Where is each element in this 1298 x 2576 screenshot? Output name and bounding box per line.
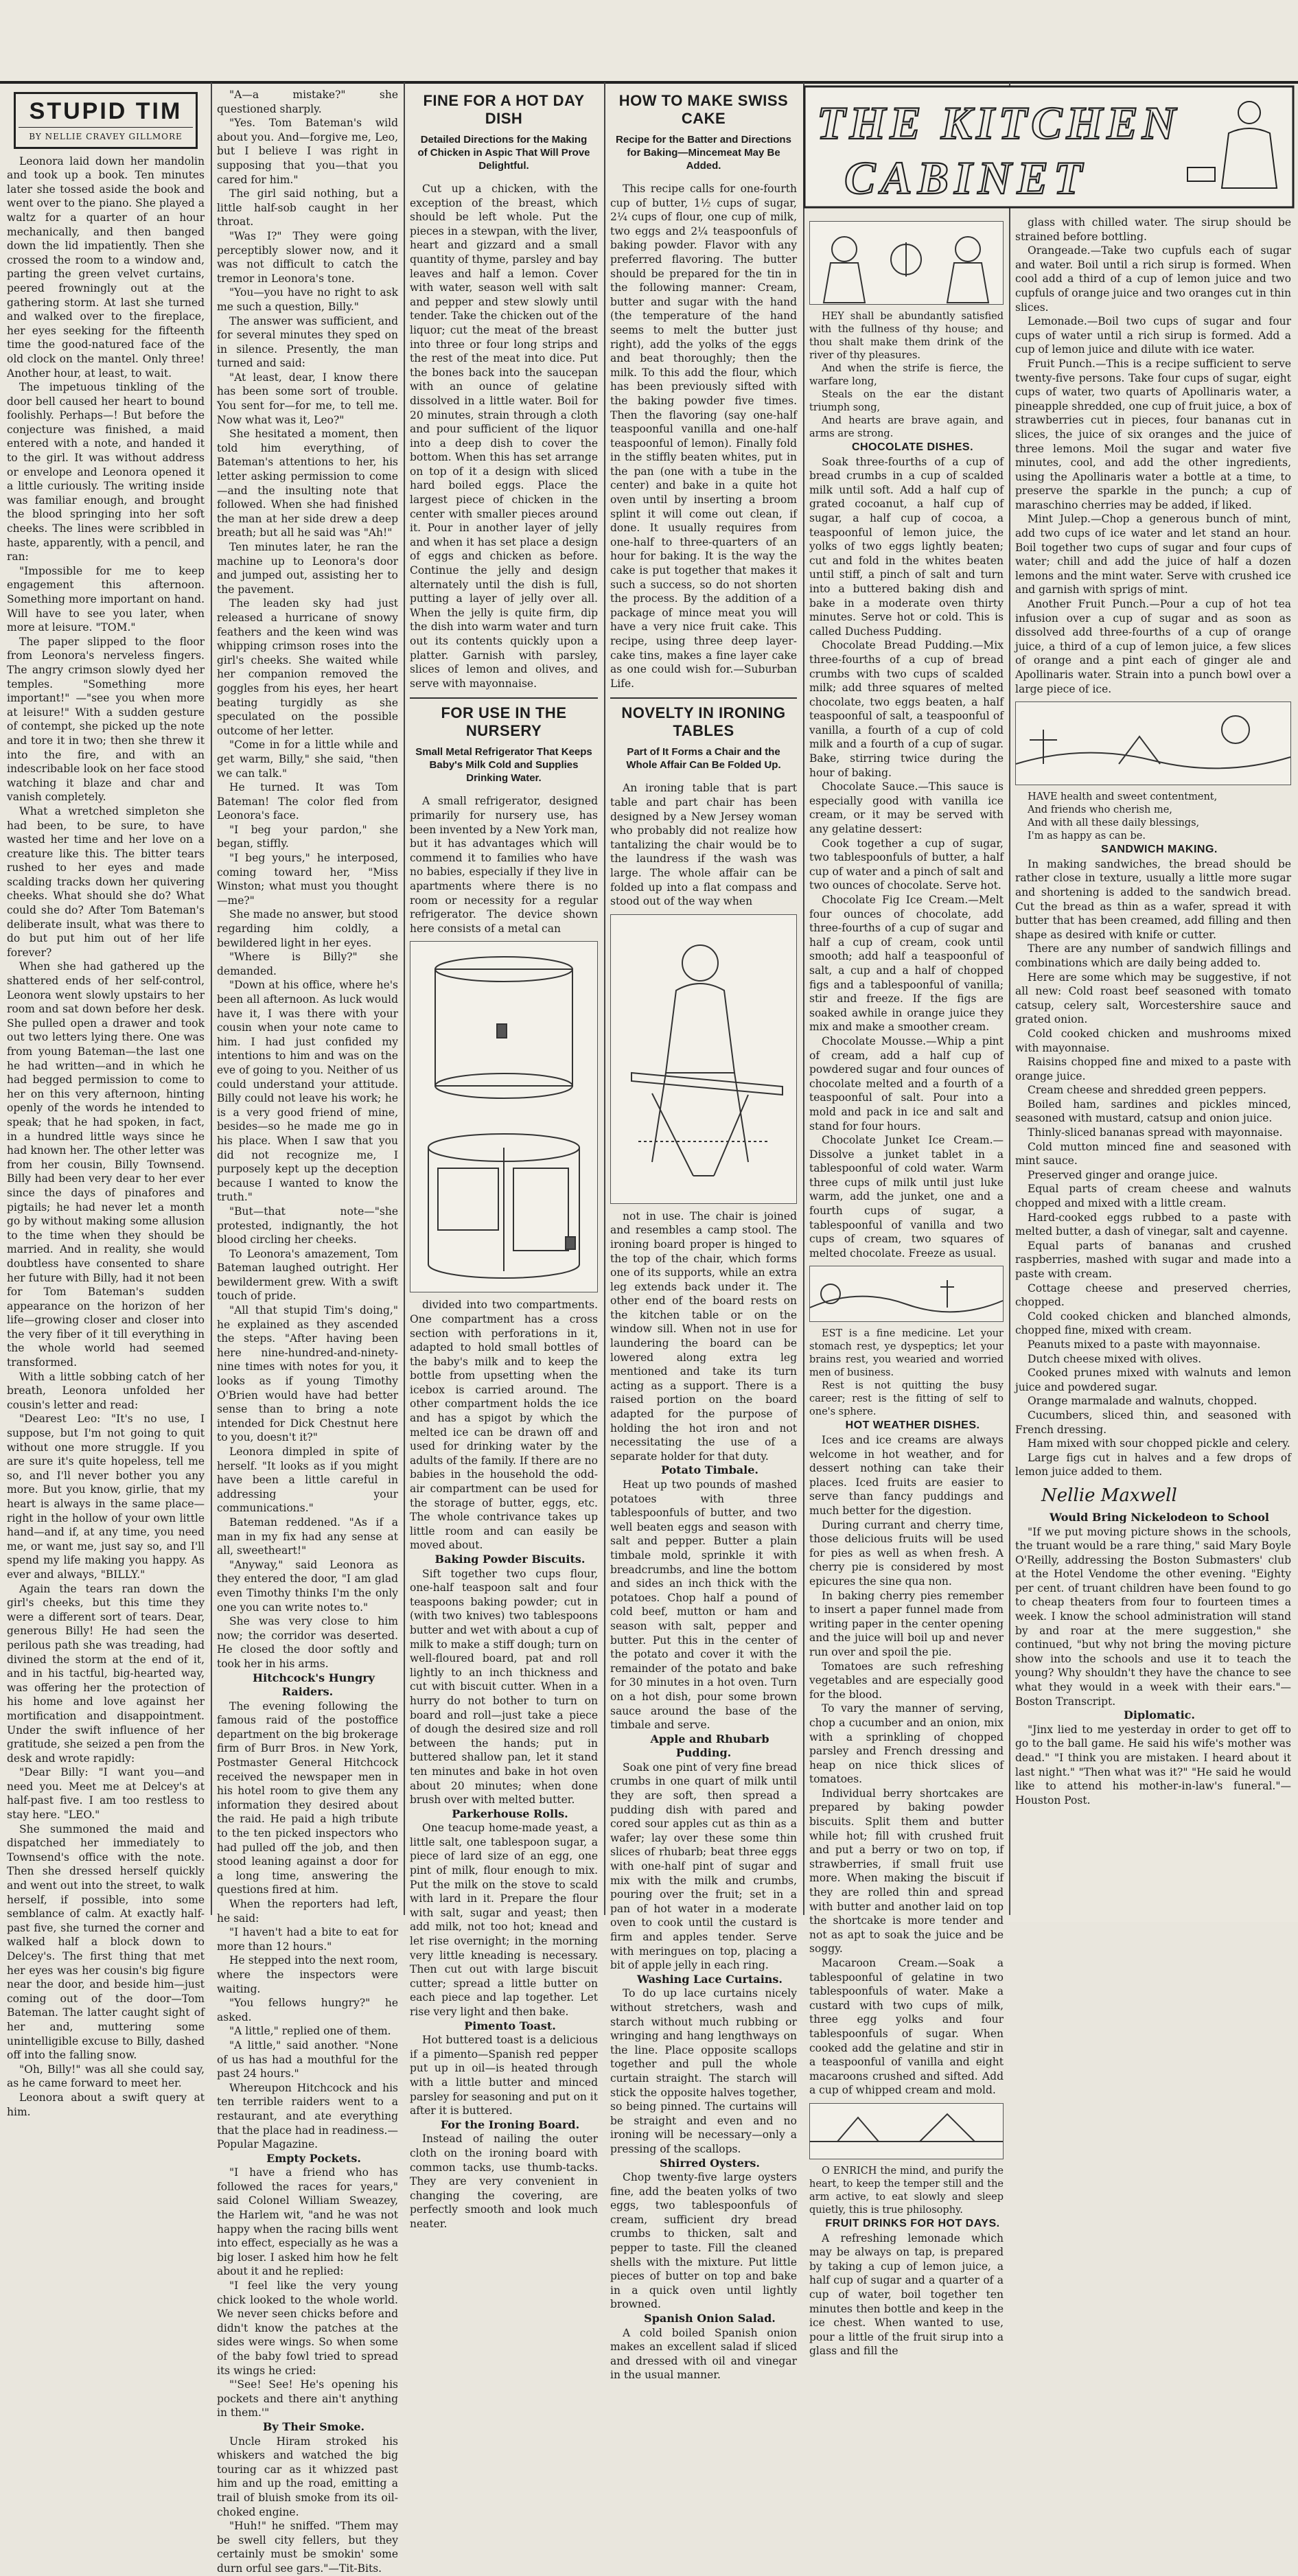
paragraph: Whereupon Hitchcock and his ten terrible raiders went to a restaurant, and ate everything that the place had in readiness.—Popular Magazine. [217, 2081, 398, 2151]
hot-weather-heading: HOT WEATHER DISHES. [845, 1419, 980, 1432]
nursery-deck: Small Metal Refrigerator That Keeps Baby's Milk Cold and Supplies Drinking Water. [415, 746, 592, 785]
nursery-body-1: A small refrigerator, designed primarily for nursery use, has been invented by a New York man, but it has advantages which will commend it to families who have no babies, especially if they live in apartments where there is no room or necessity for a regular refrigerator. The device shown here consists of a metal can [410, 795, 598, 935]
paragraph: "Was I?" They were going perceptibly slower now, and it was not difficult to catch the tremor in Leonora's tone. [217, 229, 398, 285]
ironing-table-body-1: An ironing table that is part table and part chair has been designed by a New Jersey woman who probably did not realize how tantalizing the chair would be to the laundress if the wash was large. The whole affair can be folded up into a flat compass and stood out of the way when [610, 782, 797, 908]
paragraph: Raisins chopped fine and mixed to a paste with orange juice. [1015, 1056, 1291, 1082]
paragraph: "Dearest Leo: "It's no use, I suppose, but I'm not going to quit without one more struggle. If you are sure it's quite hopeless, tell me so, and I'll never bother you any more. But you know, girlie, that my heart is always in the same place—right in the hollow of your own little hand—and if, at any time, you need me, or want me, just say so, and I'll spend my life making you happy. As ever and always, "BILLY." [7, 1413, 205, 1581]
paragraph: "Impossible for me to keep engagement this afternoon. Something more important on hand. Will have to see you later, when more at leisure. "TOM." [7, 564, 205, 634]
paragraph: Large figs cut in halves and a few drops of lemon juice added to them. [1015, 1451, 1291, 1478]
paragraph: During currant and cherry time, those delicious fruits will be used for pies as well as when fresh. A cherry pie is considered by most epicures the sine qua non. [809, 1518, 1004, 1588]
nellie-maxwell-signature: Nellie Maxwell [1041, 1485, 1177, 1506]
paragraph: Bateman reddened. "As if a man in my fix had any sense at all, sweetheart!" [217, 1516, 398, 1557]
paragraph: divided into two compartments. One compartment has a cross section with perforations in it, adapted to hold small bottles of the baby's milk and to keep the bottle from upsetting when the icebox is carried around. The other compartment holds the ice and has a spigot by which the melted ice can be drawn off and used for drinking water by the adults of the family. If there are no babies in the household the odd-air compartment can be used for the storage of butter, eggs, etc. The whole contrivance takes up little room and can easily be moved about. [410, 1299, 598, 1552]
countryside-vignette-illustration [1015, 701, 1291, 785]
paragraph: The paper slipped to the floor from Leonora's nerveless fingers. The angry crimson slowly dyed her temples. "Something more important!" —"see you when more at leisure!" With a sudden gesture of contempt, she picked up the note and tore it in two; then she threw it into the fire, and with an indescribable look on her face stood watching it blaze and char and vanish completely. [7, 635, 205, 804]
paragraph: "You—you have no right to ask me such a question, Billy." [217, 286, 398, 313]
onion-salad-heading: Spanish Onion Salad. [644, 2312, 776, 2325]
paragraph: Chocolate Fig Ice Cream.—Melt four ounces of chocolate, add three-fourths of a cup of sugar and half a cup of cream, cook until smooth; add half a teaspoonful of salt, a cup and a half of chopped figs and a tablespoonful of vanilla; stir and freeze. If the figs are soaked awhile in orange juice they mix and make a smoother cream. [809, 894, 1004, 1034]
nursery-headline: FOR USE IN THE NURSERY [410, 697, 598, 740]
paragraph: Cut up a chicken, with the exception of the breast, which should be left whole. Put the pieces in a stewpan, with the liver, heart and gizzard and a small quantity of thyme, parsley and bay leaves and half a lemon. Cover with water, season well with salt and pepper and stew slowly until tender. Take the chicken out of the liquor; cut the meat of the breast into three or four long strips and the rest of the meat into dice. Put the bones back into the saucepan with an ounce of gelatine dissolved in a little water. Boil for 20 minutes, strain through a cloth and pour sufficient of the liquor into a deep dish to cover the bottom. When this has set arrange on top of it a design with sliced hard boiled eggs. Place the largest piece of chicken in the center with smaller pieces around it. Pour in another layer of jelly and when it has set place a design of eggs and chicken as before. Continue the jelly and design alternately until the dish is full, putting a layer of jelly over all. When the jelly is quite firm, dip the dish into warm water and turn out its contents quickly upon a platter. Garnish with parsley, slices of lemon and olives, and serve with mayonnaise. [410, 183, 598, 690]
smoke-body [217, 2435, 398, 2576]
paragraph: "Come in for a little while and get warm, Billy," she said, "then we can talk." [217, 739, 398, 780]
paragraph: She was very close to him now; the corridor was deserted. He closed the door softly and took her in his arms. [217, 1615, 398, 1670]
paragraph: The answer was sufficient, and for several minutes they sped on in silence. Presently, the man turned and said: [217, 314, 398, 370]
paragraph: Macaroon Cream.—Soak a tablespoonful of gelatine in two tablespoonfuls of water. Make a custard with two cups of milk, three egg yolks and four tablespoonfuls of sugar. When cooked add the gelatine and stir in a teaspoonful of vanilla and eight macaroons crushed and sifted. Add a cup of whipped cream and mold. [809, 1957, 1004, 2097]
column-divider [211, 82, 212, 1915]
paragraph: This recipe calls for one-fourth cup of butter, 1½ cups of sugar, 2¼ cups of flour, one cup of milk, two eggs and 2¼ teaspoonfuls of baking powder. Flavor with any preferred flavoring. The butter should be prepared for the tin in the following manner: Cream, butter and sugar with the hand (the temperature of the hand seems to melt the butter just right), add the yolks of the eggs and beat thoroughly; then the milk. To this add the flour, which has been previously sifted with the baking powder five times. Then the flavoring (say one-half teaspoonful vanilla and one-half teaspoonful of lemon). Finally fold in the stiffly beaten whites, put in the pan (one with a tube in the center) and bake in a quite hot oven until by inserting a broom splint it will come out clean, if done. It usually requires from one-half to three-quarters of an hour for baking. It is the way the cake is put together that makes it such a success, so do not shorten the process. By the addition of a package of mince meat you will have a very nice fruit cake. This recipe, using three deep layer-cake tins, makes a fine layer cake as one could wish for.—Suburban Life. [610, 183, 797, 690]
paragraph: "Yes. Tom Bateman's wild about you. And—forgive me, Leo, but I believe I was right in supposing that you—that you cared for him." [217, 117, 398, 186]
quotation-satisfied [809, 310, 1004, 441]
top-rule [0, 81, 1298, 84]
paragraph: Leonora about a swift query at him. [7, 2091, 205, 2118]
biscuits-body [410, 1567, 598, 1807]
column-divider [604, 82, 605, 1915]
paragraph: Chocolate Bread Pudding.—Mix three-fourths of a cup of bread crumbs with two cups of scalded milk; add three squares of melted chocolate, two eggs beaten, a half teaspoonful of salt, a teaspoonful of vanilla, a fourth of a cup of cold milk and a fourth of a cup of sugar. Bake, stirring twice during the hour of baking. [809, 639, 1004, 779]
paragraph: HEY shall be abundantly satisfied with the fullness of thy house; and thou shalt make them drink of the river of thy pleasures. [809, 311, 1004, 361]
story-body [7, 154, 205, 2120]
paragraph: Orange marmalade and walnuts, chopped. [1028, 1395, 1258, 1408]
oysters-body [610, 2170, 797, 2312]
oysters-heading: Shirred Oysters. [660, 2156, 760, 2170]
paragraph: Peanuts mixed to a paste with mayonnaise. [1028, 1338, 1261, 1351]
paragraph: There are any number of sandwich fillings and combinations which are daily being added to. [1015, 942, 1291, 969]
paragraph: To do up lace curtains nicely without stretchers, wash and starch without much rubbing or wringing and hang lengthways on the line. Place opposite scallops together and pull the whole curtain straight. The starch will stick the opposite halves together, so being pinned. The curtains will be straight and even and no ironing will be necessary—only a pressing of the scallops. [610, 1987, 797, 2155]
fruit-drinks-continued [1015, 216, 1291, 696]
paragraph: One teacup home-made yeast, a little salt, one tablespoon sugar, a piece of lard size of an egg, one pint of milk, flour enough to mix. Put the milk on the stove to scald with lard in it. Prepare the flour with salt, sugar and yeast; then add milk, not too hot; knead and let rise overnight; in the morning very little kneading is necessary. Then cut out with large biscuit cutter; spread a little butter on each piece and lap together. Let rise very light and then bake. [410, 1822, 598, 2018]
paragraph: "I have a friend who has followed the races for years," said Colonel William Sweazey, the Harlem wit, "and he was not happy when the racing bills went into effect, especially as he was a big loser. I asked him how he felt about it and he replied: [217, 2166, 398, 2278]
story-title-box [14, 92, 198, 149]
ironing-board-body [410, 2132, 598, 2231]
paragraph: "'See! See! He's opening his pockets and there ain't anything in them.'" [217, 2378, 398, 2420]
paragraph: Ten minutes later, he ran the machine up to Leonora's door and jumped out, assisting her to the pavement. [217, 541, 398, 596]
column-divider [1009, 82, 1010, 1915]
diplomatic-body [1015, 1723, 1291, 1808]
paragraph: Rest is not quitting the busy career; rest is the fitting of self to one's sphere. [809, 1380, 1004, 1418]
swiss-cake-body [610, 182, 797, 691]
paragraph: With a little sobbing catch of her breath, Leonora unfolded her cousin's letter and read: [7, 1370, 205, 1411]
story-title: STUPID TIM [29, 98, 183, 124]
paragraph: The girl said nothing, but a little half-sob caught in her throat. [217, 187, 398, 229]
onion-salad-body [610, 2326, 797, 2382]
fruit-drinks-heading: FRUIT DRINKS FOR HOT DAYS. [825, 2217, 1000, 2229]
paragraph: "If we put moving picture shows in the schools, the truant would be a rare thing," said Mary Boyle O'Reilly, addressing the Boston Submasters' club at the Hotel Vendome the other evening. "Eighty per cent. of truant children have been found to go to cheap theaters from four to fourteen times a week. I know the school administration will stand by and roar at the mere suggestion," she continued, "but why not bring the moving picture show into the schools and use it to teach the young? Why shouldn't they have the chance to see what they would in a week with their ears."—Boston Transcript. [1015, 1525, 1291, 1708]
paragraph: "I beg yours," he interposed, coming toward her, "Miss Winston; what must you thought—me?" [217, 852, 398, 907]
paragraph: Lemonade.—Boil two cups of sugar and four cups of water until a rich sirup is formed. Add a cup of lemon juice and dilute with ice water. [1015, 315, 1291, 356]
paragraph: Leonora dimpled in spite of herself. "It looks as if you might have been a little careful in addressing your communications." [217, 1446, 398, 1515]
timbale-heading: Potato Timbale. [661, 1463, 758, 1477]
paragraph: "At least, dear, I know there has been some sort of trouble. You sent for—for me, to tell me. Now what was it, Leo?" [217, 371, 398, 426]
garden-vignette-illustration [809, 1266, 1004, 1322]
paragraph: A refreshing lemonade which may be always on tap, is prepared by taking a cup of lemon juice, a half cup of sugar and a quarter of a cup of water, boil together ten minutes then bottle and keep in the ice chest. When wanted to use, pour a little of the fruit sirup into a glass and fill the [809, 2231, 1004, 2358]
paragraph: "But—that note—"she protested, indignantly, the hot blood circling her cheeks. [217, 1205, 398, 1246]
paragraph: "Anyway," said Leonora as they entered the door, "I am glad even Timothy thinks I'm the only one you can write notes to." [217, 1558, 398, 1614]
paragraph: In making sandwiches, the bread should be rather close in texture, usually a little more sugar and shortening is added to the sandwich bread. Cut the bread as thin as a wafer, spread it with butter that has been creamed, add filling and then shape as desired with knife or cutter. [1015, 857, 1291, 941]
paragraph: Steals on the ear the distant triumph song, [809, 389, 1004, 413]
paragraph: I'm as happy as can be. [1028, 831, 1146, 842]
paragraph: Equal parts of cream cheese and walnuts chopped and mixed with a little cream. [1015, 1183, 1291, 1210]
paragraph: "All that stupid Tim's doing," he explained as they ascended the steps. "After having been here nine-hundred-and-ninety-nine times with notes for you, it looks as if young Timothy O'Brien would have had better sense than to bring a note intended for Dick Chestnut here to you, doesn't it?" [217, 1304, 398, 1444]
paragraph: And hearts are brave again, and arms are strong. [809, 415, 1004, 439]
paragraph: Chocolate Junket Ice Cream.—Dissolve a junket tablet in a tablespoonful of cold water. Warm three cups of milk until just luke warm, add the junket, one and a fourth cups of sugar, a tablespoonful of vanilla and two cups of cream, two squares of melted chocolate. Freeze as usual. [809, 1134, 1004, 1260]
paragraph: In baking cherry pies remember to insert a paper funnel made from writing paper in the center opening and the juice will boil up and never run over and spoil the pie. [809, 1589, 1004, 1658]
banner-title-line1: THE KITCHEN [817, 97, 1180, 149]
rolls-body [410, 1821, 598, 2019]
paragraph: "A—a mistake?" she questioned sharply. [217, 89, 398, 115]
paragraph: "Where is Billy?" she demanded. [217, 951, 398, 977]
column-story-continued [217, 88, 398, 2575]
paragraph: "I feel like the very young chick looked to the whole world. We never seen chicks before and didn't know the patches at the sides were wings. So when some of the baby fowl tried to spread its wings he cried: [217, 2279, 398, 2377]
chicken-body [410, 182, 598, 691]
paragraph: Cold cooked chicken and blanched almonds, chopped fine, mixed with cream. [1015, 1310, 1291, 1337]
paragraph: Cook together a cup of sugar, two tablespoonfuls of butter, a half cup of water and a pinch of salt and two ounces of chocolate. Serve hot. [809, 837, 1004, 892]
lace-curtains-heading: Washing Lace Curtains. [636, 1972, 783, 1986]
paragraph: He stepped into the next room, where the inspectors were waiting. [217, 1954, 398, 1995]
paragraph: And when the strife is fierce, the warfare long, [809, 363, 1004, 387]
apple-pudding-body [610, 1761, 797, 1973]
paragraph: Tomatoes are such refreshing vegetables and are especially good for the blood. [809, 1660, 1004, 1701]
paragraph: Soak three-fourths of a cup of bread crumbs in a cup of scalded milk until soft. Add a half cup of grated cocoanut, a half cup of sugar, a half cup of cocoa, a teaspoonful of lemon juice, the yolks of two eggs lightly beaten; cut and fold in the whites beaten until stiff, a pinch of salt and turn into a buttered baking dish and bake in a moderate oven thirty minutes. Serve hot or cold. This is called Duchess Pudding. [809, 455, 1004, 638]
paragraph: She hesitated a moment, then told him everything, of Bateman's attentions to her, his letter asking permission to come—and the insulting note that followed. When she had finished the man at her side drew a deep breath; but all he said was "Ah!" [217, 428, 398, 539]
paragraph: "I haven't had a bite to eat for more than 12 hours." [217, 1926, 398, 1953]
paragraph: And with all these daily blessings, [1028, 817, 1200, 829]
hitchcock-heading: Hitchcock's Hungry Raiders. [253, 1671, 375, 1699]
paragraph: Cream cheese and shredded green peppers. [1028, 1084, 1266, 1097]
column-sandwich-making [1015, 216, 1291, 1914]
chocolate-heading: CHOCOLATE DISHES. [851, 441, 974, 453]
nickelodeon-heading: Would Bring Nickelodeon to School [1050, 1510, 1269, 1524]
paragraph: not in use. The chair is joined and resembles a camp stool. The ironing board proper is hinged to the top of the chair, which forms one of its supports, while an extra leg extends back under it. The other end of the board rests on the kitchen table or on the window sill. When not in use for laundering the board can be lowered along extra leg mentioned and take its turn acting as a support. There is a raised portion on the board adapted for the purpose of holding the hot iron and not necessitating the use of a separate holder for that duty. [610, 1209, 797, 1463]
paragraph: Fruit Punch.—This is a recipe sufficient to serve twenty-five persons. Take four cups of sugar, eight cups of water, two quarts of Apollinaris water, a pineapple shredded, one cup of fruit juice, a box of strawberries cut in pieces, four bananas cut in slices, the juice of six oranges and the juice of three lemons. Moil the sugar and water five minutes, cool, and add the other ingredients, using the Apollinaris water a bottle at a time, to preserve the sparkle in the punch; a cup of maraschino cherries may be added, if liked. [1015, 357, 1291, 511]
refrigerator-illustration [410, 941, 598, 1292]
swiss-cake-headline: HOW TO MAKE SWISS CAKE [618, 92, 789, 127]
paragraph: Uncle Hiram stroked his whiskers and watched the big touring car as it whizzed past him and up the road, emitting a trail of bluish smoke from its oil-choked engine. [217, 2435, 398, 2518]
hot-weather-body [809, 1433, 1004, 2098]
timbale-body [610, 1478, 797, 1732]
paragraph: Chop twenty-five large oysters fine, add the beaten yolks of two eggs, two tablespoonfuls of cream, sufficient dry bread crumbs to thicken, salt and pepper to taste. Fill the cleaned shells with the mixture. Put little pieces of butter on top and bake in a quick oven until lightly browned. [610, 2171, 797, 2311]
paragraph: To vary the manner of serving, chop a cucumber and an onion, mix with a sprinkling of chopped parsley and French dressing and heap on nice thick slices of tomatoes. [809, 1702, 1004, 1786]
paragraph: Another Fruit Punch.—Pour a cup of hot tea infusion over a cup of sugar and as soon as dissolved add three-fourths of a cup of orange juice, a third of a cup of lemon juice, a few slices of orange and a pint each of ginger ale and Apollinaris water. Strain into a punch bowl over a large piece of ice. [1015, 598, 1291, 695]
paragraph: "Down at his office, where he's been all afternoon. As luck would have it, I was there with your cousin when your note came to him. I had just confided my intentions to him and was on the eve of going to you. Neither of us could understand your attitude. Billy could not leave his work; he is a very good friend of mine, besides—so he made me go in his place. When I saw that you did not recognize me, I purposely kept up the deception because I wanted to know the truth." [217, 979, 398, 1204]
lace-curtains-body [610, 1986, 797, 2156]
paragraph: "You fellows hungry?" he asked. [217, 1997, 398, 2023]
paragraph: What a wretched simpleton she had been, to be sure, to have wasted her time and her love on a creature like this. The bitter tears rushed to her eyes and made scalding tracks down her quivering cheeks. What should she do? What could she do? After Tom Bateman's deliberate insult, what was there to do but put him out of her life forever? [7, 804, 205, 959]
nickelodeon-body [1015, 1525, 1291, 1709]
kitchen-cabinet-banner [803, 85, 1295, 209]
paragraph: Thinly-sliced bananas spread with mayonnaise. [1028, 1126, 1283, 1139]
kitchen-vignette-illustration [809, 221, 1004, 305]
diplomatic-heading: Diplomatic. [1124, 1708, 1195, 1722]
ironing-table-headline: NOVELTY IN IRONING TABLES [610, 697, 797, 740]
paragraph: Hard-cooked eggs rubbed to a paste with melted butter, a dash of vinegar, salt and cayenne. [1015, 1211, 1291, 1238]
paragraph: Leonora laid down her mandolin and took up a book. Ten minutes later she tossed aside the book and went over to the piano. She played a waltz for a quarter of an hour mechanically, and then banged down the lid impatiently. Then she crossed the room to a window and, parting the green velvet curtains, peered frowningly out at the gathering storm. At last she turned and walked over to the fireplace, her eyes seeking for the fifteenth time the good-natured face of the old clock on the mantel. Only three! Another hour, at least, to wait. [7, 154, 205, 380]
chicken-deck: Detailed Directions for the Making of Chicken in Aspic That Will Prove Delightful. [417, 134, 590, 172]
paragraph: A cold boiled Spanish onion makes an excellent salad if sliced and dressed with oil and vinegar in the usual manner. [610, 2326, 797, 2382]
paragraph: Orangeade.—Take two cupfuls each of sugar and water. Boil until a rich sirup is formed. When cool add a third of a cup of lemon juice and two cupfuls of orange juice and two oranges cut in thin slices. [1015, 244, 1291, 314]
paragraph: HAVE health and sweet contentment, [1028, 791, 1218, 803]
paragraph: Chocolate Sauce.—This sauce is especially good with vanilla ice cream, or it may be served with any gelatine dessert: [809, 780, 1004, 836]
pockets-heading: Empty Pockets. [266, 2151, 361, 2165]
paragraph: Heat up two pounds of mashed potatoes with three tablespoonfuls of butter, and two well beaten eggs and season with salt and pepper. Butter a plain timbale mold, sprinkle it with breadcrumbs, and line the bottom and sides an inch thick with the potatoes. Chop half a pound of cold beef, mutton or ham and season with salt, pepper and butter. Put this in the center of the potato and cover it with the remainder of the potato and bake for 30 minutes in a hot oven. Turn on a hot dish, pour some brown sauce around the base of the timbale and serve. [610, 1478, 797, 1732]
column-stupid-tim [7, 88, 205, 2118]
sandwich-heading: SANDWICH MAKING. [1101, 844, 1218, 856]
quotation-health [1015, 791, 1291, 843]
apple-pudding-heading: Apple and Rhubarb Pudding. [650, 1732, 769, 1760]
ironing-table-deck: Part of It Forms a Chair and the Whole Affair Can Be Folded Up. [626, 746, 781, 771]
paragraph: Cucumbers, sliced thin, and seasoned with French dressing. [1015, 1408, 1291, 1436]
paragraph: Cooked prunes mixed with walnuts and lemon juice and powdered sugar. [1015, 1367, 1291, 1393]
paragraph: Individual berry shortcakes are prepared by baking powder biscuits. Split them and butter while hot; fill with crushed fruit and put a berry or two on top, if strawberries, if small fruit use more. When making the biscuit if they are rolled thin and spread with butter and another laid on top the shortcake is more tender and not as apt to soak the juice and be soggy. [809, 1787, 1004, 1956]
ironing-table-illustration [610, 914, 797, 1204]
biscuits-heading: Baking Powder Biscuits. [434, 1553, 586, 1566]
paragraph: Soak one pint of very fine bread crumbs in one quart of milk until they are soft, then spread a pudding dish with pared and cored sour apples cut as thin as a wafer; lay over these some thin slices of rhubarb; beat three eggs with one-half pint of sugar and mix with the milk and crumbs, pouring over the fruit; set in a pan of hot water in a moderate oven to cook until the custard is firm and apples tender. Serve with meringues on top, placing a bit of apple jelly in each ring. [610, 1761, 797, 1972]
chicken-headline: FINE FOR A HOT DAY DISH [423, 92, 585, 127]
paragraph: Cottage cheese and preserved cherries, chopped. [1015, 1281, 1291, 1309]
column-swiss-cake [610, 88, 797, 2382]
paragraph: "Huh!" he sniffed. "Them may be swell city fellers, but they certainly must be smokin' some durn orful see gars."—Tit-Bits. [217, 2520, 398, 2575]
paragraph: Sift together two cups flour, one-half teaspoon salt and four teaspoons baking powder; cut in (with two knives) two tablespoons butter and wet with about a cup of milk to make a stiff dough; turn on well-floured board, pat and roll lightly to an inch thickness and cut with biscuit cutter. When in a hurry do not bother to turn on board and roll—just take a piece of dough the desired size and roll between the hands; put in buttered shallow pan, let it stand ten minutes and bake in hot oven about 20 minutes; when done brush over with melted butter. [410, 1567, 598, 1807]
paragraph: Cold cooked chicken and mushrooms mixed with mayonnaise. [1015, 1027, 1291, 1054]
paragraph: And friends who cherish me, [1028, 804, 1172, 816]
paragraph: Again the tears ran down the girl's cheeks, but this time they were a different sort of tears. Dear, generous Billy! He had seen the perilous path she was treading, had divined the storm at the end of it, and in his tactful, big-hearted way, was offering her the protection of his home and love against her mortification and disappointment. Under the swift influence of her gratitude, she seized a pen from the desk and wrote rapidly: [7, 1582, 205, 1765]
paragraph: Cold mutton minced fine and seasoned with mint sauce. [1015, 1140, 1291, 1168]
column-chicken-nursery [410, 88, 598, 2230]
ironing-board-heading: For the Ironing Board. [440, 2117, 580, 2131]
nursery-body-2 [410, 1298, 598, 1553]
chocolate-body [809, 455, 1004, 1261]
story-body-continued [217, 88, 398, 1671]
column-kitchen-cabinet [809, 216, 1004, 2358]
column-divider [803, 82, 804, 1915]
pimento-heading: Pimento Toast. [464, 2019, 556, 2032]
sandwich-body [1015, 857, 1291, 1479]
paragraph: "Dear Billy: "I want you—and need you. Meet me at Delcey's at half-past five. I am too restless to stay here. "LEO." [7, 1766, 205, 1822]
paragraph: Ham mixed with sour chopped pickle and celery. [1028, 1437, 1290, 1450]
paragraph: She made no answer, but stood regarding him coldly, a bewildered light in her eyes. [217, 908, 398, 949]
paragraph: "Jinx lied to me yesterday in order to get off to go to the ball game. He said his wife's mother was dead." "I think you are mistaken. I heard about it last night." "Then what was it?" "He said he would like to attend his mother-in-law's funeral."—Houston Post. [1015, 1723, 1291, 1807]
paragraph: When she had gathered up the shattered ends of her self-control, Leonora went slowly upstairs to her room and sat down before her desk. She pulled open a drawer and took out two letters lying there. One was from young Bateman—the last one he had written—and in which he had begged permission to come to her on this very afternoon, hinting openly of the words he intended to speak; that he had spoken, in fact, in a hundred little ways since he had known her. The other letter was from her cousin, Billy Townsend. Billy had been very dear to her ever since the days of pinafores and pigtails; he had never let a month go by without making some allusion to the time when they should be married. And in reality, she would doubtless have consented to share her future with Billy, had it not been for Tom Bateman's sudden appearance on the horizon of her life—growing closer and closer into the very fiber of it till everything in the whole world had seemed transformed. [7, 960, 205, 1369]
paragraph: glass with chilled water. The sirup should be strained before bottling. [1015, 216, 1291, 243]
paragraph: Hot buttered toast is a delicious if a pimento—Spanish red pepper put up in oil—is heated through with a little butter and minced parsley for seasoning and put on it after it is buttered. [410, 2034, 598, 2117]
landscape-vignette-illustration [809, 2103, 1004, 2159]
paragraph: Equal parts of bananas and crushed raspberries, mashed with sugar and made into a paste with cream. [1015, 1239, 1291, 1280]
paragraph: The leaden sky had just released a hurricane of snowy feathers and the keen wind was whipping crimson roses into the girl's cheeks. She waited while her companion removed the goggles from his eyes, her heart beating turgidly as she speculated on the possible outcome of her letter. [217, 597, 398, 737]
fruit-drinks-body [809, 2231, 1004, 2358]
banner-title-line2: CABINET [844, 152, 1088, 204]
quotation-enrich [809, 2165, 1004, 2217]
paragraph: She summoned the maid and dispatched her immediately to Townsend's office with the note. Then she dressed herself quickly and went out into the street, to walk herself, if possible, into some semblance of calm. At exactly half-past five, she turned the corner and walked half a block down to Delcey's. The first thing that met her eyes was her cousin's big figure near the door, and beside him—just coming out of the door—Tom Bateman. The latter caught sight of her and, muttering some unintelligible excuse to Billy, dashed off into the falling snow. [7, 1822, 205, 2062]
paragraph: "I beg your pardon," she began, stiffly. [217, 823, 398, 850]
rolls-heading: Parkerhouse Rolls. [452, 1807, 568, 1820]
paragraph: Boiled ham, sardines and pickles minced, seasoned with mustard, catsup and onion juice. [1015, 1098, 1291, 1125]
paragraph: He turned. It was Tom Bateman! The color fled from Leonora's face. [217, 781, 398, 822]
paragraph: Ices and ice creams are always welcome in hot weather, and for dessert nothing can take their places. Iced fruits are easier to serve than fancy puddings and much better for the digestion. [809, 1434, 1004, 1517]
paragraph: Chocolate Mousse.—Whip a pint of cream, add a half cup of powdered sugar and four ounces of chocolate melted and a fourth of a teaspoonful of salt. Pour into a mold and pack in ice and salt and stand for four hours. [809, 1034, 1004, 1133]
paragraph: Dutch cheese mixed with olives. [1028, 1352, 1202, 1365]
paragraph: When the reporters had left, he said: [217, 1898, 398, 1925]
paragraph: The impetuous tinkling of the door bell caused her heart to bound foolishly. Perhaps—! But before the conjecture was finished, a maid entered with a note, and handed it to the girl. It was without address or envelope and Leonora opened it a little curiously. The writing inside was familiar enough, and brought the blood springing into her soft cheeks. The lines were scribbled in haste, apparently, with a pencil, and ran: [7, 381, 205, 564]
pockets-body [217, 2166, 398, 2420]
column-divider [404, 82, 405, 1915]
pimento-body [410, 2033, 598, 2118]
paragraph: "Oh, Billy!" was all she could say, as he came forward to meet her. [7, 2063, 205, 2090]
hitchcock-body [217, 1699, 398, 2152]
paragraph: EST is a fine medicine. Let your stomach rest, ye dyspeptics; let your brains rest, you wearied and worried men of business. [809, 1328, 1004, 1379]
paragraph: Here are some which may be suggestive, if not all new: Cold roast beef seasoned with tomato catsup, celery salt, Worcestershire sauce and grated onion. [1015, 971, 1291, 1026]
swiss-cake-deck: Recipe for the Batter and Directions for Baking—Mincemeat May Be Added. [616, 134, 791, 172]
paragraph: To Leonora's amazement, Tom Bateman laughed outright. Her bewilderment grew. With a swift touch of pride. [217, 1247, 398, 1303]
paragraph: "A little," replied one of them. [229, 2025, 391, 2038]
smoke-heading: By Their Smoke. [262, 2420, 365, 2433]
paragraph: Mint Julep.—Chop a generous bunch of mint, add two cups of ice water and let stand an hour. Boil together two cups of sugar and four cups of water; chill and add the juice of half a dozen lemons and the mint water. Serve with crushed ice and garnish with sprigs of mint. [1015, 513, 1291, 596]
paragraph: The evening following the famous raid of the postoffice department on the big brokerage firm of Burr Bros. in New York, Postmaster General Hitchcock received the newspaper men in his hotel room to give them any information they desired about the raid. He paid a high tribute to the ten picked inspectors who had pulled off the job, and then stood leaning against a door for a long time, answering the questions fired at him. [217, 1699, 398, 1896]
ironing-table-body-2 [610, 1209, 797, 1464]
quotation-rest [809, 1327, 1004, 1419]
paragraph: Preserved ginger and orange juice. [1028, 1168, 1218, 1181]
paragraph: Instead of nailing the outer cloth on the ironing board with common tacks, use thumb-tacks. They are very convenient in changing the covering, are perfectly smooth and look much neater. [410, 2133, 598, 2230]
paragraph: "A little," said another. "None of us has had a mouthful for the past 24 hours." [217, 2039, 398, 2080]
story-byline: BY NELLIE CRAVEY GILLMORE [19, 127, 193, 144]
paragraph: O ENRICH the mind, and purify the heart, to keep the temper still and the arm active, to eat slowly and sleep quietly, this is true philosophy. [809, 2165, 1004, 2216]
